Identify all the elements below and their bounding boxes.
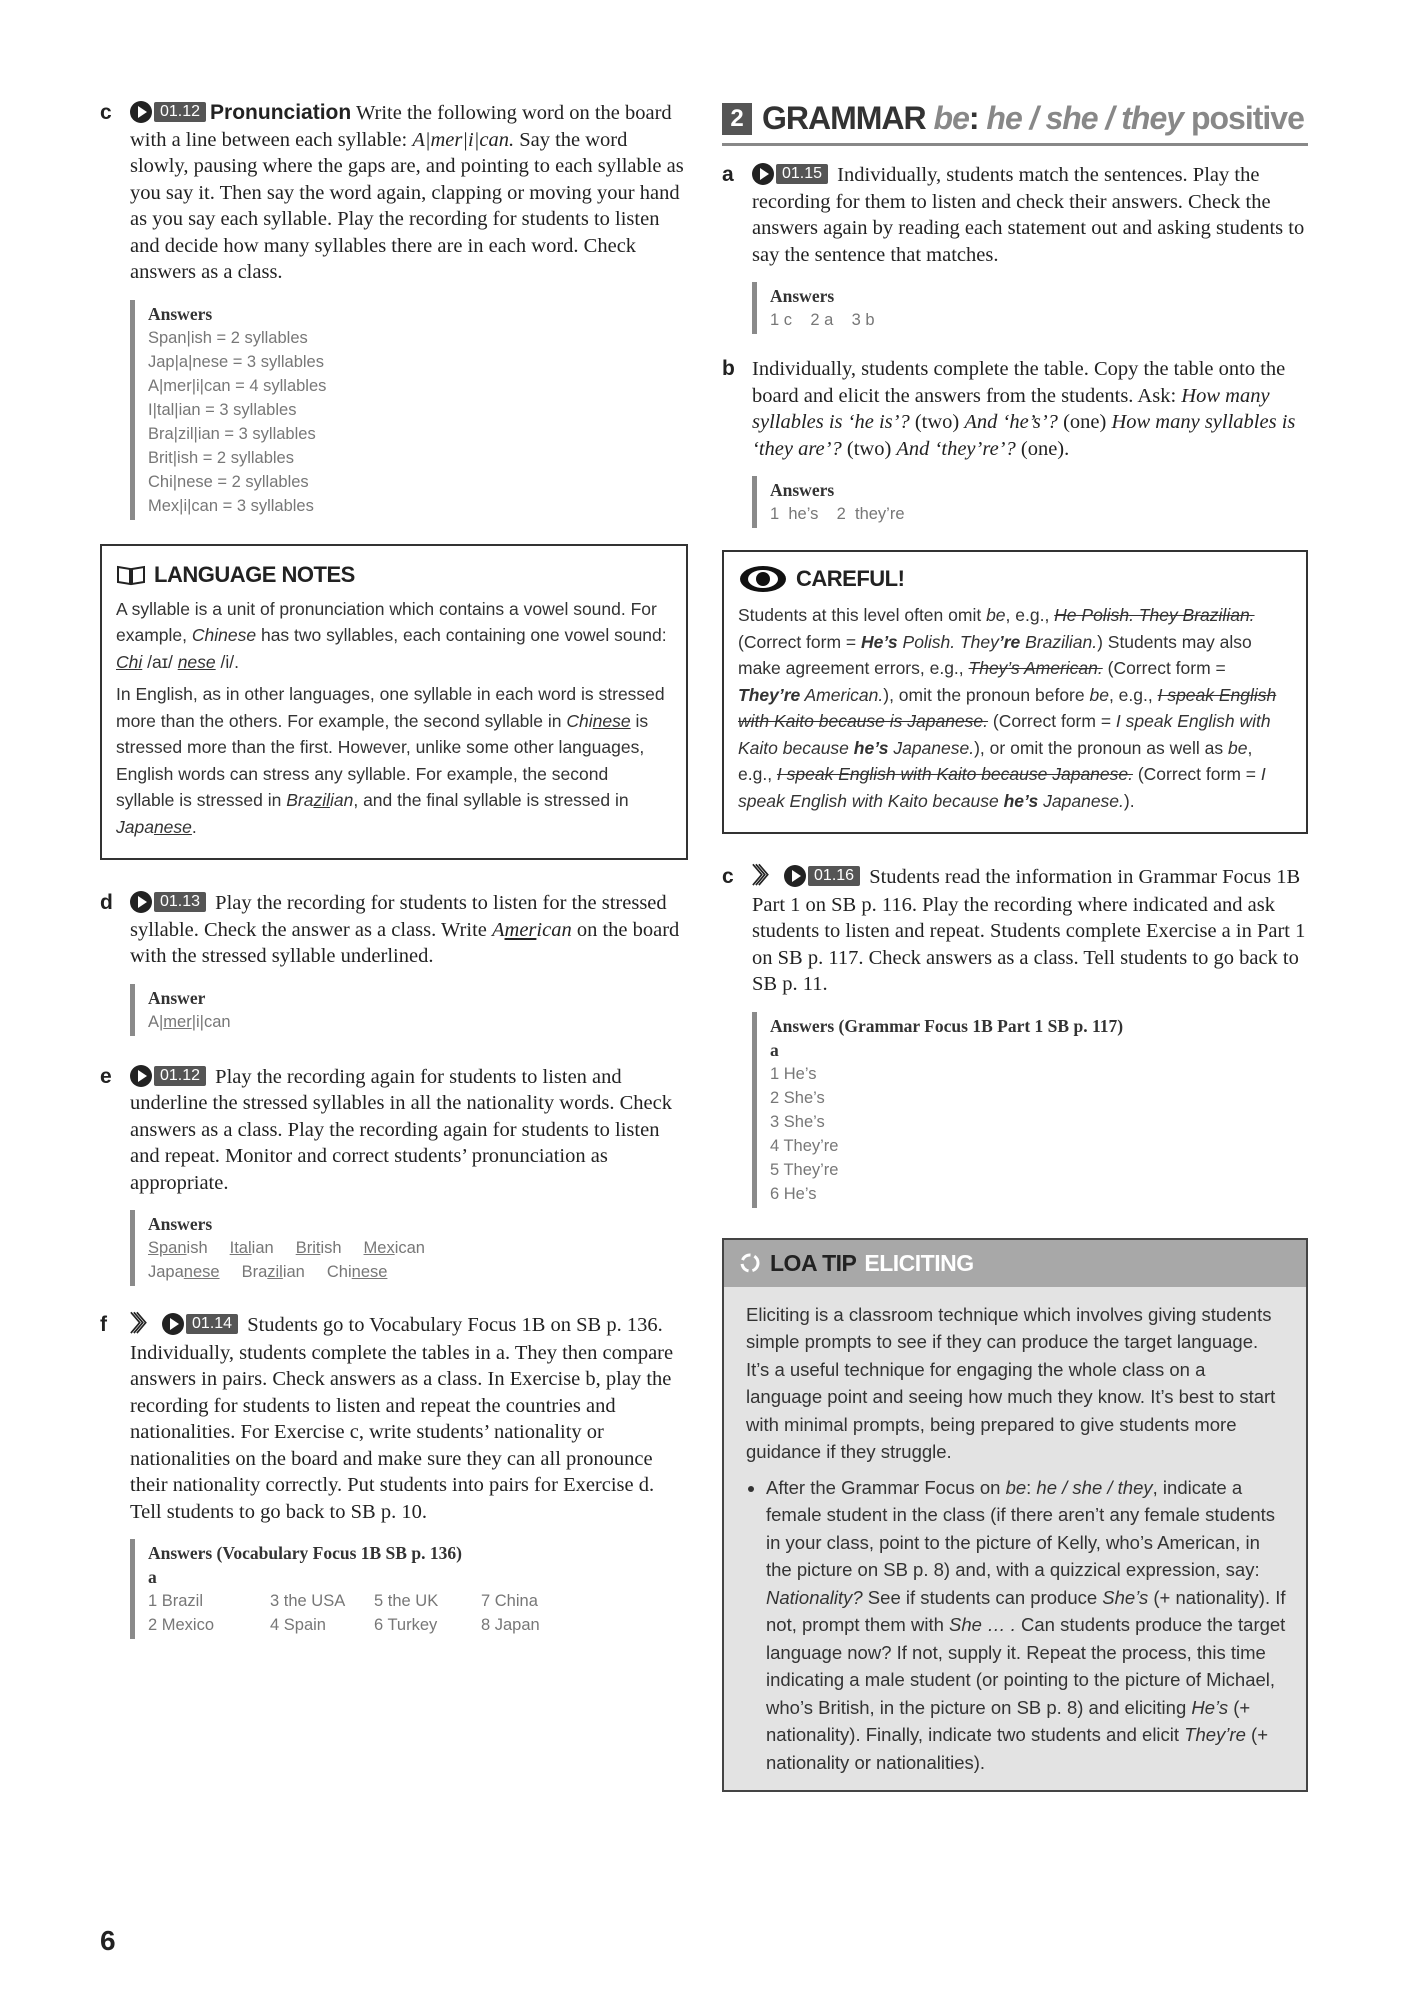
eye-icon [738,564,788,594]
answer-line: 2 She’s [770,1088,825,1107]
careful-text: Students at this level often omit be, e.g., He Polish. They Brazilian. (Correct form = He’s Polish. They’re Brazilian.) Students may also make agreement errors, e.g., They’s American. (Correct form = They’re American.), omit the pronoun before be, e.g., I speak English with Kaito because is Japanese. (Correct form = I speak English with Kaito because he’s Japanese.), or omit the pronoun as well as be, e.g., I speak English with Kaito because Japanese. (Correct form = I speak English with Kaito because he’s Japanese.). [738,605,1277,811]
loa-tip-paragraph: Eliciting is a classroom technique which involves giving students simple prompts to see if they can produce the target language. It’s a useful technique for engaging the whole class on a language point and seeing how much they know. It’s best to start with minimal prompts, being prepared to give students more guidance if they struggle. [746,1303,1276,1463]
language-notes-title-row [116,562,671,588]
track-number: 01.14 [186,1314,238,1334]
step-text: Play the recording again for students to listen and underline the stressed syllables in all the nationality words. Check answers as a class. Play the recording again for students to listen and repeat. Monitor and correct students’ pronunciation as appropriate. [130,1065,672,1194]
play-icon[interactable] [784,865,806,887]
answers-box [752,476,1308,528]
loa-tip-subtitle: ELICITING [864,1249,974,1276]
step-text: on the board with the stressed syllable underlined. [130,918,680,967]
loa-tip-body [724,1287,1306,1791]
loa-tip-box [722,1238,1308,1793]
answer-line: A|mer|i|can = 4 syllables [148,376,327,395]
answers-sublabel: a [148,1567,157,1588]
loa-tip-list [746,1474,1286,1777]
open-book-icon [116,564,146,586]
step-letter: e [100,1064,112,1088]
extra-activity-icon: 〉〉〉 [130,1311,151,1337]
track-number: 01.13 [154,892,206,912]
answer-line: 4 They’re [770,1136,839,1155]
answers-box [752,1012,1308,1208]
loa-tip-title: LOA TIP [770,1249,857,1276]
answer-line: Spanish Italian British Mexican [148,1239,425,1257]
answers-label: Answers [770,286,835,306]
answers-table: 1 Brazil 2 Mexico 3 the USA 4 Spain 5 the UK 6 Turkey 7 China 8 Japan [148,1592,540,1635]
answers-label: Answers (Grammar Focus 1B Part 1 SB p. 117) [770,1015,1124,1036]
audio-track[interactable] [752,163,828,185]
step-text: Students read the information in Grammar Focus 1B Part 1 on SB p. 116. Play the recording where indicated and ask students to listen and repeat. Students complete Exercise a in Part 1 on SB p. 117. Check answers as a class. Tell students to go back to SB p. 11. [752,866,1306,996]
right-column [722,100,1308,1792]
step-text: Play the recording for students to listen for the stressed syllable. Check the answer as a class. Write [130,892,667,941]
answer-line: Chi|nese = 2 syllables [148,472,309,491]
careful-title: CAREFUL! [796,566,905,591]
answer-line: Jap|a|nese = 3 syllables [148,352,324,371]
left-column [100,100,688,1639]
step-letter: d [100,891,113,914]
extra-activity-icon: 〉〉〉 [752,863,773,889]
step-c-grammar [722,864,1308,1208]
example-word: A|mer|i|can. [412,128,515,151]
step-letter: c [100,101,112,124]
answer-line: Span|ish = 2 syllables [148,328,308,347]
answer-line: Mex|i|can = 3 syllables [148,496,314,515]
answer-line: Bra|zil|ian = 3 syllables [148,424,316,443]
answers-box [130,1539,688,1639]
step-d: d 01.13 Play the recording for students to listen for the stressed syllable. Check the answer as a class. Write American on the board with the stressed syllable underlined. Answer A|mer|i|can [100,890,688,1036]
step-letter: c [722,865,734,888]
answers-box [752,282,1308,334]
audio-track[interactable] [784,865,860,887]
section-title: GRAMMAR be: he / she / they positive [762,100,1304,136]
section-heading [722,100,1308,146]
step-letter: b [722,357,735,380]
careful-box [722,550,1308,834]
play-icon[interactable] [162,1313,184,1335]
step-text: Individually, students match the sentences. Play the recording for them to listen and check their answers. Check the answers again by reading each statement out and asking students to say the sentence that matches. [752,164,1305,266]
answer-line: 1 he’s 2 they’re [770,505,905,523]
track-number: 01.15 [776,164,828,184]
answers-sublabel: a [770,1039,779,1060]
step-b: b Individually, students complete the table. Copy the table onto the board and elicit the answers from the students. Ask: How many syllables is ‘he is’? (two) And ‘he’s’? (one) How many syllables is ‘they are’? (two) And ‘they’re’? (one). Answers 1 he’s 2 they’re [722,356,1308,528]
answers-label: Answers (Vocabulary Focus 1B SB p. 136) [148,1543,462,1564]
answer-line: Brit|ish = 2 syllables [148,448,294,467]
step-text: Individually, students complete the table. Copy the table onto the board and elicit the answers from the students. Ask: [752,358,1286,407]
step-text: Say the word slowly, pausing where the gaps are, and pointing to each syllable as you say it. Then say the word again, clapping or moving your hand as you say each syllable. Play the recording for students to listen and decide how many syllables there are in each word. Check answers as a class. [130,128,684,283]
step-letter: f [100,1313,107,1336]
answer-line: 3 She’s [770,1112,825,1131]
step-letter: a [722,163,734,186]
answers-label: Answers [148,1214,213,1234]
careful-title-row [738,564,1291,594]
audio-track[interactable] [130,101,206,123]
audio-track[interactable] [162,1313,238,1335]
track-number: 01.16 [808,866,860,886]
pronunciation-heading: Pronunciation [210,101,352,124]
step-text: Students go to Vocabulary Focus 1B on SB p. 136. Individually, students complete the tables in a. They then compare answers in pairs. Check answers as a class. In Exercise b, play the recording for students to listen and repeat the countries and nationalities. For Exercise c, write students’ nationality or nationalities on the board and make sure they can all pronounce their nationality correctly. Put students into pairs for Exercise d. Tell students to go back to SB p. 10. [130,1314,674,1523]
step-text: Write the following word on the board with a line between each syllable: [130,102,672,151]
answer-line: I|tal|ian = 3 syllables [148,400,297,419]
answers-label: Answers [148,303,213,324]
play-icon[interactable] [130,1065,152,1087]
language-notes-p1: A syllable is a unit of pronunciation which contains a vowel sound. For example, Chinese has two syllables, each containing one vowel sound: Chi /aɪ/ nese /i/. [116,598,667,672]
track-number: 01.12 [154,102,206,122]
track-number: 01.12 [154,1066,206,1086]
loa-tip-header [724,1240,1306,1287]
language-notes-box [100,544,688,861]
step-c [100,100,688,520]
answer-line: 1 He’s [770,1064,817,1083]
answer-line: 6 He’s [770,1184,817,1203]
answers-label: Answer [148,987,206,1008]
section-number: 2 [722,103,752,135]
step-f [100,1312,688,1639]
play-icon[interactable] [752,163,774,185]
loa-tip-bullet: • After the Grammar Focus on be: he / she / they, indicate a female student in the class (if there aren’t any female students in your class, point to the picture of Kelly, who’s American, in the picture on SB p. 8) and, with a quizzical expression, say: Nationality? See if students can produce She’s (+ nationality). If not, prompt them with She … . Can students produce the target language now? If not, supply it. Repeat the process, this time indicating a male student (or pointing to the picture of Michael, who’s British, in the picture on SB p. 8) and eliciting He’s (+ nationality). Finally, indicate two students and elicit They’re (+ nationality or nationalities). [766,1474,1286,1777]
language-notes-title: LANGUAGE NOTES [154,561,355,587]
refresh-cycle-icon [738,1251,762,1275]
language-notes-p2: In English, as in other languages, one syllable in each word is stressed more than the others. For example, the second syllable in Chinese is stressed more than the first. However, unlike some other languages, English words can stress any syllable. For example, the second syllable is stressed in Brazilian, and the final syllable is stressed in Japanese. [116,684,665,837]
audio-track[interactable] [130,891,206,913]
answers-box [130,300,688,520]
answer-line: A|mer|i|can [148,1012,231,1031]
answers-box [130,984,688,1036]
answers-label: Answers [770,480,835,500]
page-number: 6 [100,1925,116,1956]
step-e [100,1064,688,1287]
step-a [722,162,1308,334]
play-icon[interactable] [130,101,152,123]
answer-line: Japanese Brazilian Chinese [148,1263,388,1281]
play-icon[interactable] [130,891,152,913]
answers-box [130,1210,688,1286]
answer-line: 5 They’re [770,1160,839,1179]
audio-track[interactable] [130,1065,206,1087]
answer-line: 1 c 2 a 3 b [770,311,875,329]
